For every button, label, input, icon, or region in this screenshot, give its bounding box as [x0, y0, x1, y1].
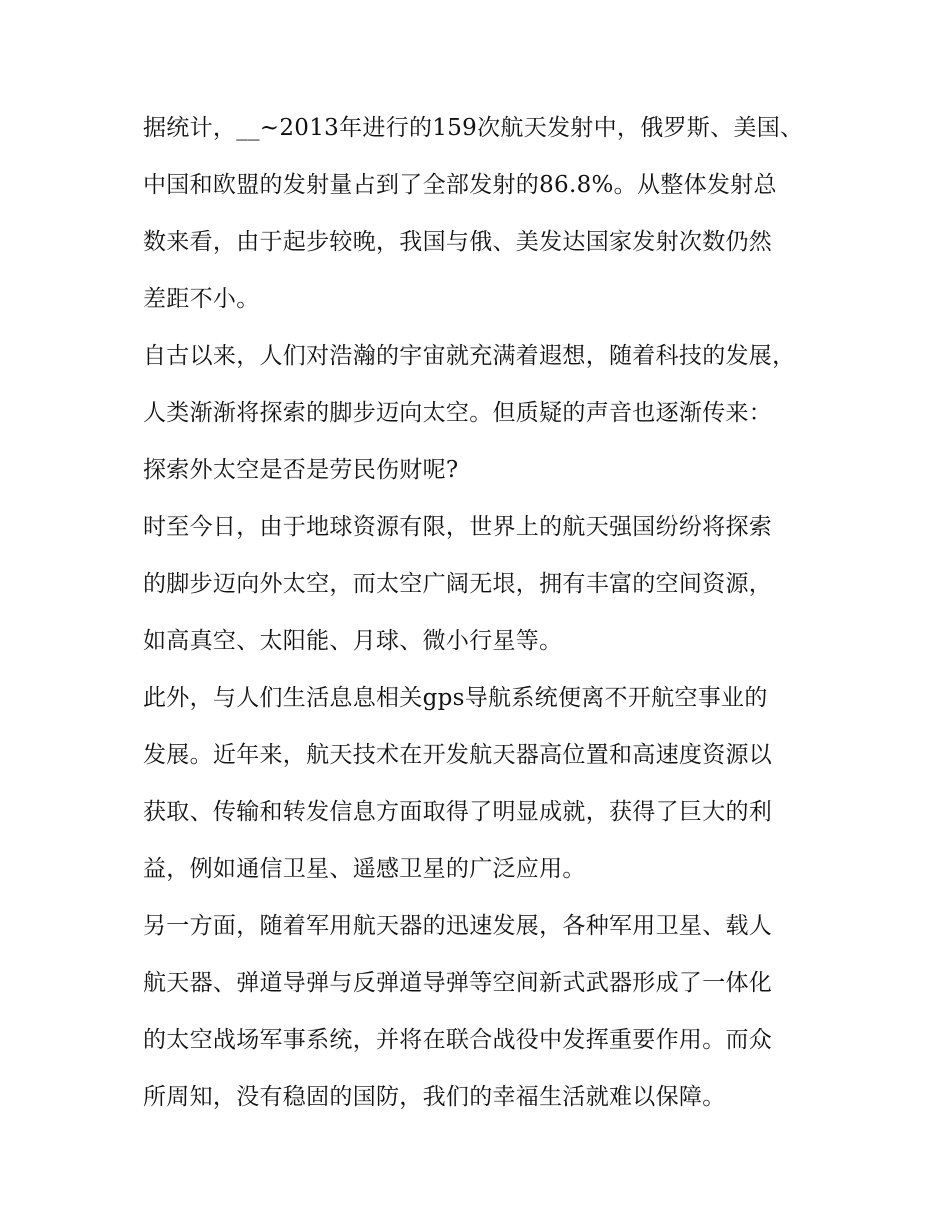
- paragraph-1-line-4: 差距不小。: [143, 286, 260, 312]
- paragraph-5-line-1: 另一方面，随着军用航天器的迅速发展，各种军用卫星、载人: [143, 913, 773, 939]
- paragraph-4-line-1: 此外，与人们生活息息相关gps导航系统便离不开航空事业的: [143, 685, 768, 711]
- paragraph-5-line-4: 所周知，没有稳固的国防，我们的幸福生活就难以保障。: [143, 1084, 726, 1110]
- paragraph-3-line-3: 如高真空、太阳能、月球、微小行星等。: [143, 628, 563, 654]
- paragraph-2-line-2: 人类渐渐将探索的脚步迈向太空。但质疑的声音也逐渐传来：: [143, 400, 773, 426]
- paragraph-2-line-1: 自古以来，人们对浩瀚的宇宙就充满着遐想，随着科技的发展，: [143, 343, 796, 369]
- paragraph-1-line-2: 中国和欧盟的发射量占到了全部发射的86.8%。从整体发射总: [143, 172, 777, 198]
- paragraph-4-line-3: 获取、传输和转发信息方面取得了明显成就，获得了巨大的利: [143, 799, 773, 825]
- paragraph-1-line-1: 据统计，__~2013年进行的159次航天发射中，俄罗斯、美国、: [143, 115, 804, 141]
- paragraph-5-line-3: 的太空战场军事系统，并将在联合战役中发挥重要作用。而众: [143, 1027, 773, 1053]
- paragraph-2-line-3: 探索外太空是否是劳民伤财呢?: [143, 457, 459, 483]
- paragraph-3-line-1: 时至今日，由于地球资源有限，世界上的航天强国纷纷将探索: [143, 514, 773, 540]
- paragraph-3-line-2: 的脚步迈向外太空，而太空广阔无垠，拥有丰富的空间资源，: [143, 571, 773, 597]
- paragraph-4-line-4: 益，例如通信卫星、遥感卫星的广泛应用。: [143, 856, 586, 882]
- paragraph-4-line-2: 发展。近年来，航天技术在开发航天器高位置和高速度资源以: [143, 742, 773, 768]
- paragraph-1-line-3: 数来看，由于起步较晚，我国与俄、美发达国家发射次数仍然: [143, 229, 773, 255]
- paragraph-5-line-2: 航天器、弹道导弹与反弹道导弹等空间新式武器形成了一体化: [143, 970, 773, 996]
